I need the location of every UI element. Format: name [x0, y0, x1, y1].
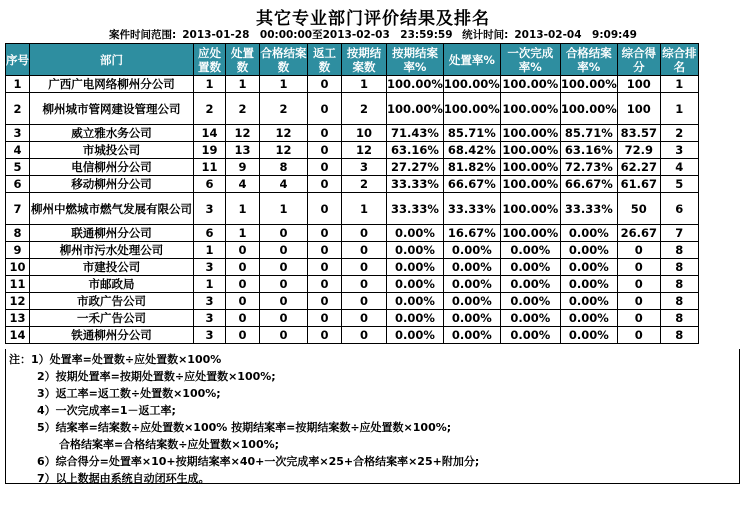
report-title: 其它专业部门评价结果及排名	[256, 9, 490, 29]
table-cell: 13	[226, 142, 260, 159]
table-cell: 0	[308, 125, 342, 142]
department-cell: 柳州城市管网建设管理公司	[30, 93, 194, 125]
table-cell: 83.57	[617, 125, 660, 142]
table-cell: 0.00%	[560, 310, 617, 327]
table-cell: 8	[660, 327, 698, 344]
table-cell: 0.00%	[387, 225, 444, 242]
table-cell: 2	[342, 93, 387, 125]
column-header: 处置率%	[443, 44, 500, 76]
table-cell: 3	[6, 125, 30, 142]
table-row	[6, 159, 699, 176]
table-cell: 4	[260, 176, 308, 193]
table-cell: 8	[660, 259, 698, 276]
table-cell: 9	[226, 159, 260, 176]
table-cell: 0	[342, 327, 387, 344]
table-cell: 16.67%	[443, 225, 500, 242]
table-row	[6, 276, 699, 293]
range-label: 案件时间范围:	[109, 29, 177, 41]
table-cell: 1	[660, 76, 698, 93]
table-cell: 12	[6, 293, 30, 310]
table-header-row	[6, 44, 699, 76]
table-cell: 0.00%	[387, 327, 444, 344]
table-cell: 8	[660, 310, 698, 327]
table-cell: 66.67%	[560, 176, 617, 193]
table-cell: 100.00%	[500, 193, 560, 225]
table-cell: 100.00%	[443, 77, 500, 91]
column-header: 合格结案数	[260, 45, 307, 74]
table-cell: 3	[194, 293, 226, 310]
table-cell: 0	[342, 310, 387, 327]
table-row	[6, 293, 699, 310]
note-line: 5）结案率=结案数÷应处置数×100% 按期结案率=按期结案数÷应处置数×100%;	[37, 421, 452, 434]
table-cell: 100.00%	[560, 93, 617, 125]
table-cell: 0	[308, 242, 342, 259]
table-cell: 0.00%	[443, 327, 500, 344]
department-cell: 电信柳州分公司	[30, 159, 194, 176]
table-cell: 100.00%	[387, 77, 443, 91]
column-header: 综合排名	[662, 45, 697, 74]
table-cell: 100	[617, 93, 660, 125]
stat-time-label: 统计时间:	[462, 29, 509, 41]
table-cell: 7	[660, 225, 698, 242]
table-cell: 0	[617, 293, 660, 310]
table-cell: 3	[194, 327, 226, 344]
table-cell: 0	[308, 225, 342, 242]
table-cell: 0.00%	[443, 276, 500, 293]
table-cell: 10	[342, 125, 387, 142]
table-cell: 0	[308, 159, 342, 176]
department-cell: 移动柳州分公司	[30, 176, 194, 193]
note-line: 4）一次完成率=1－返工率;	[37, 404, 176, 417]
table-cell: 0.00%	[560, 225, 617, 242]
table-row	[6, 327, 699, 344]
table-cell: 0.00%	[387, 259, 444, 276]
column-header: 处置数	[226, 44, 260, 76]
note-line: 注：1）处置率=处置数÷应处置数×100%	[9, 353, 222, 366]
table-cell: 33.33%	[443, 193, 500, 225]
table-cell: 0.00%	[560, 276, 617, 293]
report-meta	[6, 27, 740, 42]
table-cell: 3	[342, 159, 387, 176]
department-cell: 市政广告公司	[30, 293, 194, 310]
table-cell: 81.82%	[443, 159, 500, 176]
table-cell: 63.16%	[387, 142, 444, 159]
table-cell: 12	[226, 125, 260, 142]
table-cell: 0	[308, 310, 342, 327]
table-cell: 0	[260, 259, 308, 276]
table-cell: 11	[6, 276, 30, 293]
table-cell: 1	[226, 76, 260, 93]
table-cell: 3	[194, 310, 226, 327]
table-cell: 33.33%	[560, 193, 617, 225]
table-cell: 0.00%	[387, 276, 444, 293]
table-cell: 100.00%	[500, 76, 560, 93]
table-cell: 3	[194, 193, 226, 225]
table-cell: 0.00%	[387, 310, 444, 327]
table-cell: 0.00%	[560, 242, 617, 259]
table-cell: 2	[260, 93, 308, 125]
table-cell: 1	[226, 193, 260, 225]
table-row	[6, 176, 699, 193]
table-cell: 5	[660, 176, 698, 193]
table-cell: 12	[260, 125, 308, 142]
table-cell: 0	[617, 242, 660, 259]
table-row	[6, 93, 699, 125]
department-cell: 市城投公司	[30, 142, 194, 159]
table-cell: 0.00%	[500, 293, 560, 310]
table-cell: 1	[194, 242, 226, 259]
table-cell: 85.71%	[560, 125, 617, 142]
table-row	[6, 310, 699, 327]
table-cell: 6	[194, 225, 226, 242]
column-header: 按期结案数	[342, 44, 387, 76]
table-cell: 3	[194, 259, 226, 276]
table-cell: 2	[342, 176, 387, 193]
table-cell: 62.27	[617, 159, 660, 176]
table-cell: 13	[6, 310, 30, 327]
table-row	[6, 125, 699, 142]
table-cell: 2	[226, 93, 260, 125]
table-cell: 100.00%	[500, 159, 560, 176]
department-cell: 柳州市污水处理公司	[30, 242, 194, 259]
table-cell: 68.42%	[443, 142, 500, 159]
table-cell: 0.00%	[500, 276, 560, 293]
table-cell: 0.00%	[500, 259, 560, 276]
stat-time-value: 2013-02-04 9:09:49	[514, 29, 637, 41]
table-cell: 0	[260, 242, 308, 259]
table-cell: 0	[308, 259, 342, 276]
range-value: 2013-01-28 00:00:00至2013-02-03 23:59:59	[182, 29, 453, 41]
table-cell: 0.00%	[500, 242, 560, 259]
table-cell: 0	[226, 242, 260, 259]
table-cell: 0	[260, 310, 308, 327]
department-cell: 柳州中燃城市燃气发展有限公司	[30, 193, 194, 225]
column-header: 返工数	[308, 44, 342, 76]
table-cell: 6	[660, 193, 698, 225]
table-cell: 8	[660, 242, 698, 259]
table-cell: 8	[260, 159, 308, 176]
table-cell: 0.00%	[443, 242, 500, 259]
column-header: 部门	[30, 44, 194, 76]
table-cell: 100	[617, 76, 660, 93]
table-cell: 2	[194, 93, 226, 125]
table-cell: 1	[226, 225, 260, 242]
table-cell: 0	[308, 93, 342, 125]
table-cell: 1	[660, 93, 698, 125]
table-cell: 100.00%	[500, 225, 560, 242]
table-cell: 0	[260, 276, 308, 293]
table-cell: 0	[260, 293, 308, 310]
department-cell: 铁通柳州分公司	[30, 327, 194, 344]
table-cell: 0	[308, 293, 342, 310]
table-cell: 33.33%	[387, 176, 444, 193]
table-cell: 0	[226, 259, 260, 276]
table-cell: 100.00%	[500, 125, 560, 142]
table-cell: 100.00%	[560, 77, 617, 91]
table-cell: 0.00%	[560, 259, 617, 276]
table-cell: 2	[6, 93, 30, 125]
column-header: 按期结案率%	[387, 44, 444, 76]
table-cell: 0	[308, 193, 342, 225]
column-header: 合格结案率%	[560, 44, 617, 76]
table-cell: 14	[6, 327, 30, 344]
table-cell: 19	[194, 142, 226, 159]
table-cell: 0.00%	[443, 259, 500, 276]
table-cell: 0.00%	[560, 327, 617, 344]
table-row	[6, 225, 699, 242]
table-cell: 8	[660, 293, 698, 310]
table-cell: 0	[226, 327, 260, 344]
table-cell: 6	[6, 176, 30, 193]
table-cell: 2	[660, 125, 698, 142]
table-cell: 0	[342, 225, 387, 242]
table-cell: 12	[342, 142, 387, 159]
column-header: 序号	[6, 44, 30, 76]
table-row	[6, 142, 699, 159]
column-header: 一次完成率%	[500, 44, 560, 76]
table-cell: 1	[260, 76, 308, 93]
table-cell: 0	[226, 276, 260, 293]
table-cell: 0	[308, 142, 342, 159]
table-cell: 9	[6, 242, 30, 259]
table-cell: 1	[342, 76, 387, 93]
table-row	[6, 76, 699, 93]
column-header: 综合得分	[617, 44, 660, 76]
table-cell: 0.00%	[387, 293, 444, 310]
table-cell: 0	[226, 293, 260, 310]
table-cell: 100.00%	[443, 93, 500, 125]
department-cell: 联通柳州分公司	[30, 225, 194, 242]
table-cell: 0	[308, 327, 342, 344]
table-cell: 1	[342, 193, 387, 225]
table-cell: 0.00%	[443, 293, 500, 310]
table-cell: 0	[308, 276, 342, 293]
note-line: 6）综合得分=处置率×10+按期结案率×40+一次完成率×25+合格结案率×25+附加分;	[37, 455, 480, 468]
table-cell: 8	[660, 276, 698, 293]
department-cell: 市建投公司	[30, 259, 194, 276]
note-line: 2）按期处置率=按期处置数÷应处置数×100%;	[37, 370, 276, 383]
table-cell: 0	[308, 176, 342, 193]
table-row	[6, 259, 699, 276]
department-cell: 市邮政局	[30, 276, 194, 293]
table-cell: 100.00%	[500, 93, 560, 125]
notes-box	[5, 349, 740, 484]
table-cell: 0.00%	[387, 242, 444, 259]
table-cell: 0	[260, 225, 308, 242]
table-cell: 27.27%	[387, 159, 444, 176]
table-cell: 33.33%	[387, 193, 444, 225]
table-cell: 50	[617, 193, 660, 225]
table-cell: 7	[6, 193, 30, 225]
table-cell: 72.9	[617, 142, 660, 159]
table-cell: 61.67	[617, 176, 660, 193]
table-cell: 0	[617, 276, 660, 293]
table-row	[6, 242, 699, 259]
table-cell: 4	[660, 159, 698, 176]
table-cell: 0.00%	[500, 327, 560, 344]
table-cell: 72.73%	[560, 159, 617, 176]
table-cell: 0.00%	[443, 310, 500, 327]
table-cell: 1	[194, 276, 226, 293]
table-row	[6, 193, 699, 225]
table-cell: 0	[226, 310, 260, 327]
table-cell: 71.43%	[387, 125, 444, 142]
table-cell: 26.67	[617, 225, 660, 242]
table-cell: 6	[194, 176, 226, 193]
table-cell: 0	[260, 327, 308, 344]
department-cell: 一禾广告公司	[30, 310, 194, 327]
table-cell: 0	[342, 293, 387, 310]
note-line: 3）返工率=返工数÷处置数×100%;	[37, 387, 221, 400]
table-cell: 11	[194, 159, 226, 176]
table-cell: 0	[617, 327, 660, 344]
note-line: 7）以上数据由系统自动闭环生成。	[37, 472, 210, 485]
table-cell: 0	[617, 259, 660, 276]
table-cell: 0	[342, 259, 387, 276]
table-cell: 3	[660, 142, 698, 159]
table-cell: 85.71%	[443, 125, 500, 142]
table-cell: 0.00%	[500, 310, 560, 327]
table-cell: 14	[194, 125, 226, 142]
table-cell: 0.00%	[560, 293, 617, 310]
table-cell: 4	[6, 142, 30, 159]
table-cell: 5	[6, 159, 30, 176]
table-cell: 0	[342, 242, 387, 259]
table-cell: 0	[308, 76, 342, 93]
table-cell: 100.00%	[500, 176, 560, 193]
table-cell: 63.16%	[560, 142, 617, 159]
table-cell: 8	[6, 225, 30, 242]
table-cell: 4	[226, 176, 260, 193]
table-cell: 1	[194, 76, 226, 93]
note-line: 合格结案率=合格结案数÷应处置数×100%;	[59, 438, 280, 451]
table-cell: 100.00%	[387, 93, 444, 125]
evaluation-table	[5, 43, 699, 344]
table-cell: 100.00%	[500, 142, 560, 159]
table-cell: 0	[342, 276, 387, 293]
table-cell: 1	[260, 193, 308, 225]
table-cell: 0	[617, 310, 660, 327]
column-header: 应处置数	[194, 44, 226, 76]
table-cell: 66.67%	[443, 176, 500, 193]
department-cell: 威立雅水务公司	[30, 125, 194, 142]
table-cell: 10	[6, 259, 30, 276]
table-cell: 12	[260, 142, 308, 159]
department-cell: 广西广电网络柳州分公司	[30, 76, 194, 93]
table-cell: 1	[6, 76, 30, 93]
